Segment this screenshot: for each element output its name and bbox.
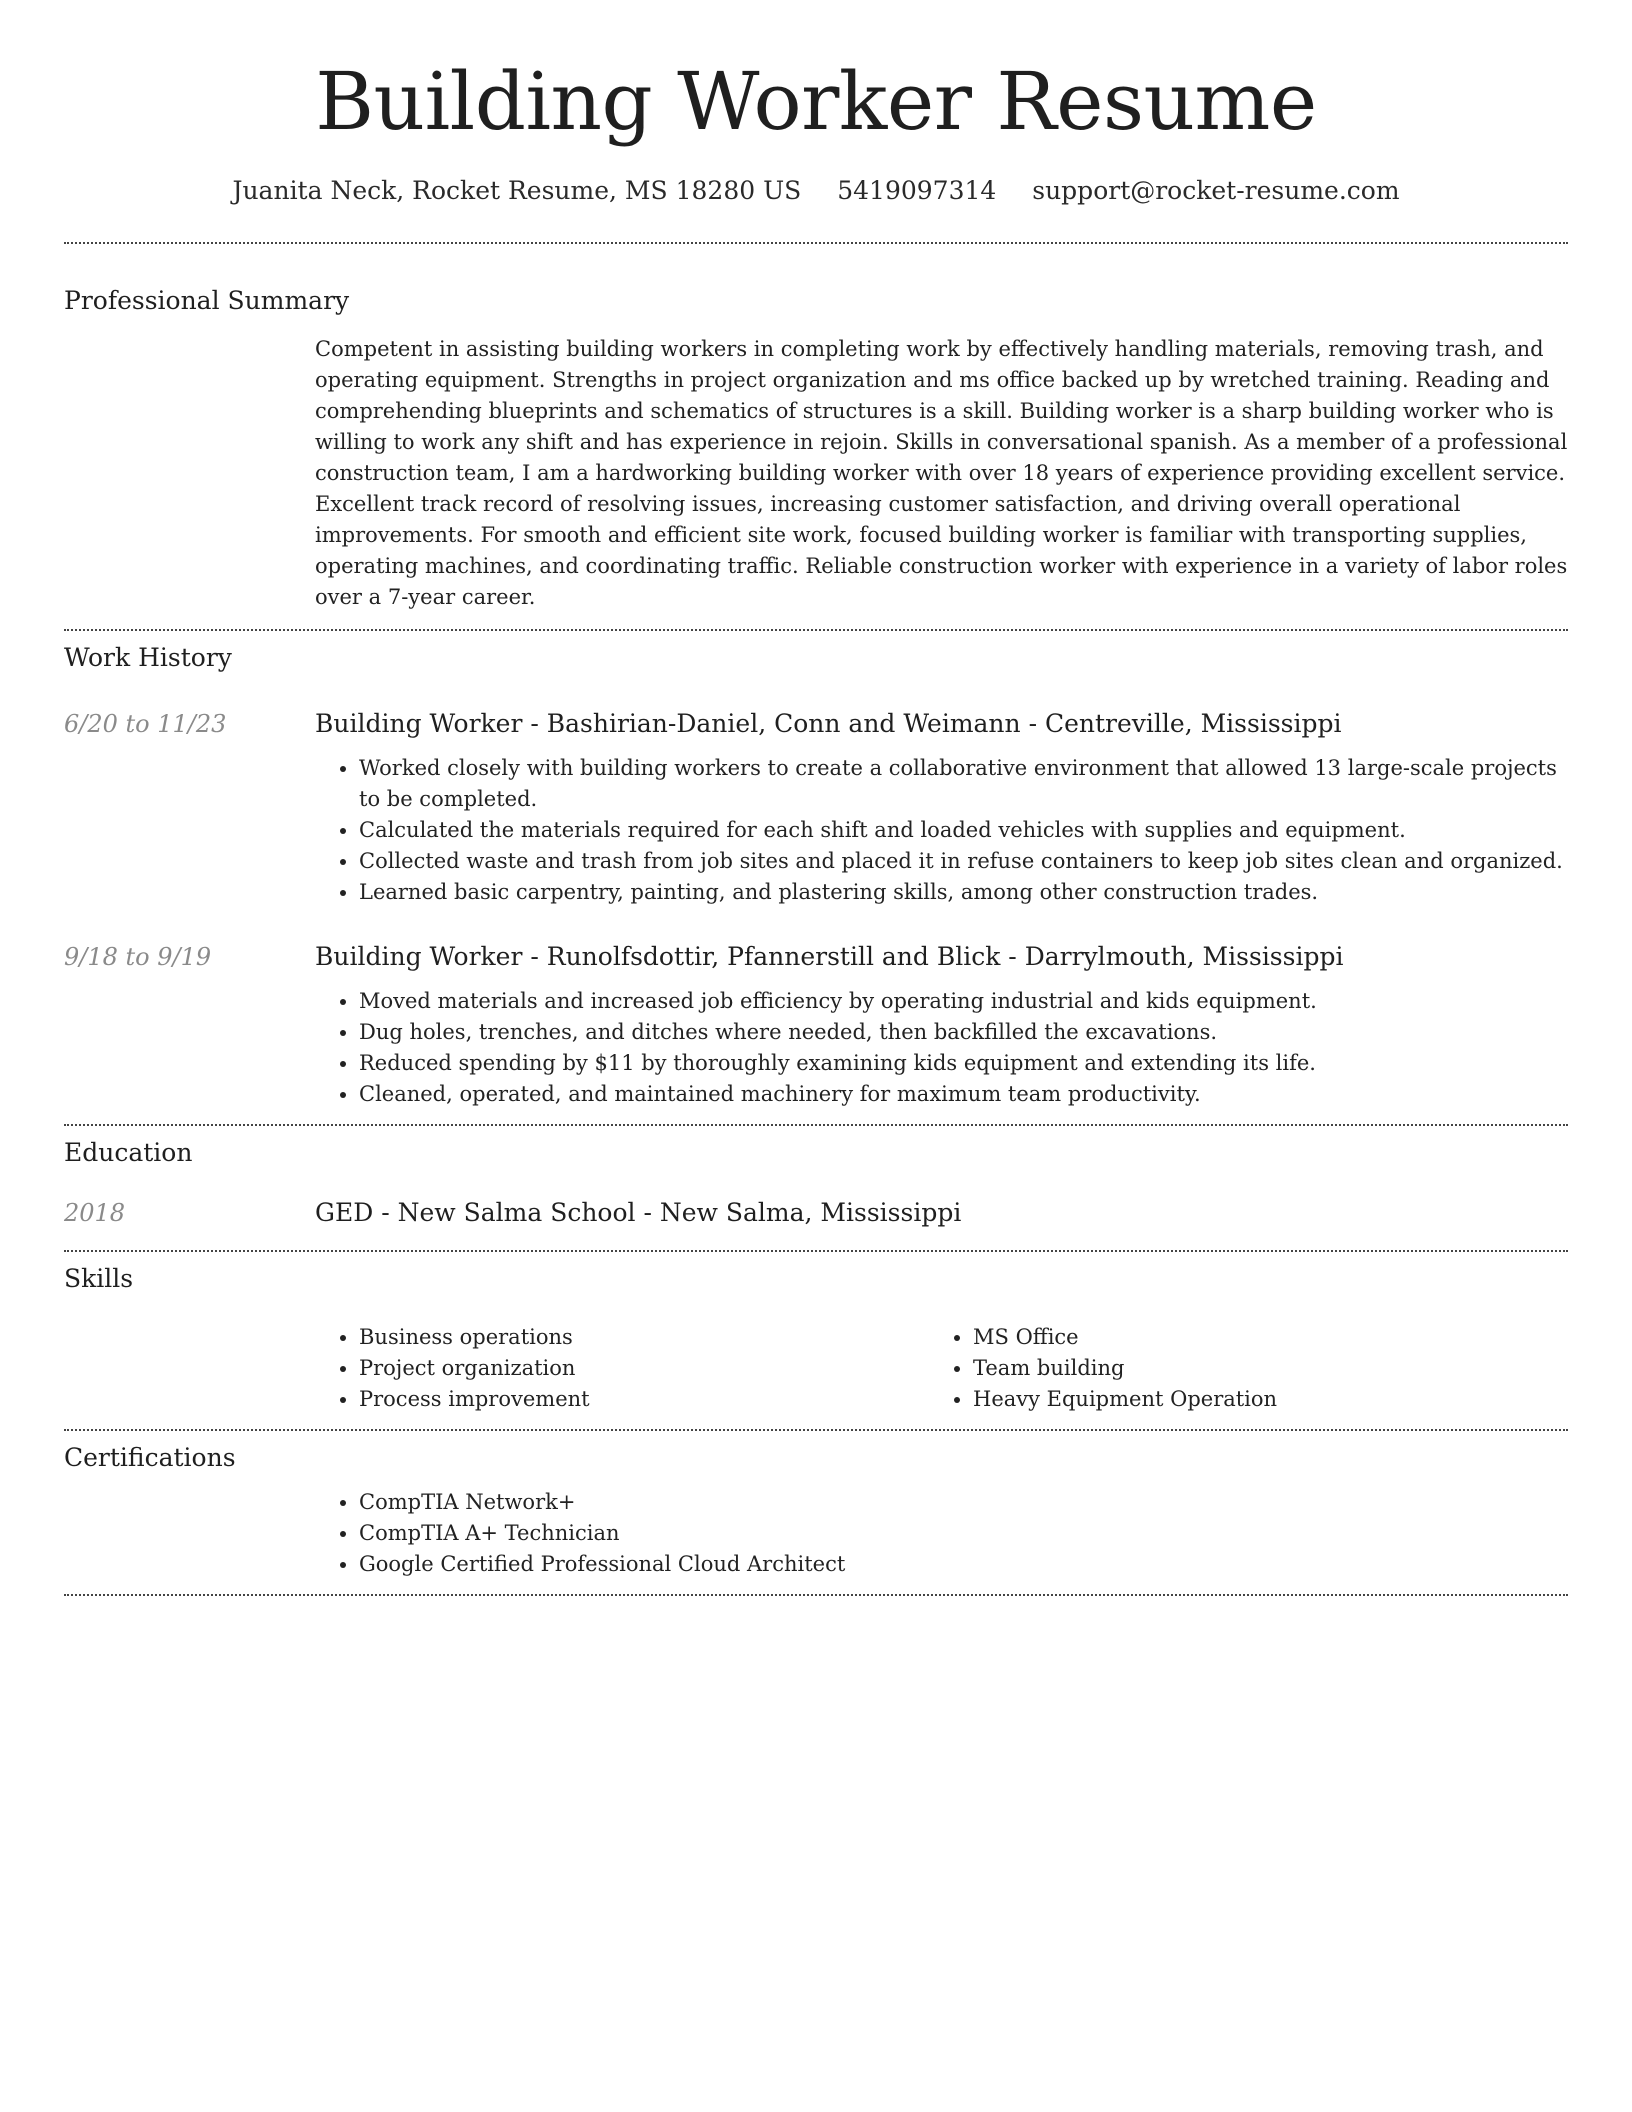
divider	[64, 1594, 1568, 1596]
job-entry	[64, 707, 1568, 908]
list-item: • Collected waste and trash from job sites and placed it in refuse containers to keep job sites clean and organized.	[359, 846, 1568, 877]
list-item: • Team building	[973, 1353, 1533, 1384]
certifications-heading: Certifications	[64, 1443, 236, 1472]
list-item: • Learned basic carpentry, painting, and plastering skills, among other construction trades.	[359, 877, 1568, 908]
list-item: • Google Certified Professional Cloud Architect	[359, 1549, 1568, 1580]
work-history-section	[64, 631, 1568, 1110]
job-bullets	[315, 986, 1568, 1110]
education-section	[64, 1126, 1568, 1230]
list-item: • CompTIA A+ Technician	[359, 1518, 1568, 1549]
job-title: Building Worker - Runolfsdottir, Pfannerstill and Blick - Darrylmouth, Mississippi	[315, 942, 1344, 971]
list-item: • Reduced spending by $11 by thoroughly examining kids equipment and extending its life.	[359, 1048, 1568, 1079]
list-item: • Heavy Equipment Operation	[973, 1384, 1533, 1415]
skills-list-right	[929, 1322, 1533, 1415]
list-item: • CompTIA Network+	[359, 1487, 1568, 1518]
contact-address: Juanita Neck, Rocket Resume, MS 18280 US	[232, 176, 802, 205]
resume-page	[64, 0, 1568, 1596]
job-title: Building Worker - Bashirian-Daniel, Conn and Weimann - Centreville, Mississippi	[315, 709, 1342, 738]
divider	[64, 242, 1568, 244]
summary-text: Competent in assisting building workers in completing work by effectively handling materials, removing trash, and operating equipment. Strengths in project organization and ms office backed up by wretched training. Reading and comprehending blueprints and schematics of structures is a skill. Building worker is a sharp building worker who is willing to work any shift and has experience in rejoin. Skills in conversational spanish. As a member of a professional construction team, I am a hardworking building worker with over 18 years of experience providing excellent service. Excellent track record of resolving issues, increasing customer satisfaction, and driving overall operational improvements. For smooth and efficient site work, focused building worker is familiar with transporting supplies, operating machines, and coordinating traffic. Reliable construction worker with experience in a variety of labor roles over a 7-year career.	[315, 337, 1568, 609]
skills-columns	[315, 1322, 1568, 1415]
work-history-heading: Work History	[64, 643, 232, 672]
list-item: • Process improvement	[359, 1384, 929, 1415]
list-item: • Calculated the materials required for each shift and loaded vehicles with supplies and equipment.	[359, 815, 1568, 846]
certifications-section	[64, 1431, 1568, 1580]
list-item: • MS Office	[973, 1322, 1533, 1353]
list-item: • Dug holes, trenches, and ditches where needed, then backfilled the excavations.	[359, 1017, 1568, 1048]
certifications-list	[315, 1487, 1568, 1580]
list-item: • Worked closely with building workers to create a collaborative environment that allowed 13 large-scale projects to be completed.	[359, 753, 1568, 815]
contact-email: support@rocket-resume.com	[1032, 176, 1400, 205]
list-item: • Business operations	[359, 1322, 929, 1353]
contact-phone: 5419097314	[837, 176, 997, 205]
list-item: • Moved materials and increased job efficiency by operating industrial and kids equipment.	[359, 986, 1568, 1017]
education-entry: GED - New Salma School - New Salma, Mississippi	[315, 1198, 962, 1227]
skills-list-left	[315, 1322, 929, 1415]
summary-heading: Professional Summary	[64, 286, 350, 315]
education-year: 2018	[64, 1199, 126, 1227]
skills-section	[64, 1252, 1568, 1415]
list-item: • Cleaned, operated, and maintained machinery for maximum team productivity.	[359, 1079, 1568, 1110]
job-dates: 9/18 to 9/19	[64, 943, 212, 971]
resume-title: Building Worker Resume	[315, 55, 1317, 148]
job-dates: 6/20 to 11/23	[64, 710, 227, 738]
job-entry	[64, 940, 1568, 1110]
education-heading: Education	[64, 1138, 193, 1167]
job-bullets	[315, 753, 1568, 908]
skills-heading: Skills	[64, 1264, 134, 1293]
list-item: • Project organization	[359, 1353, 929, 1384]
contact-line	[64, 174, 1568, 208]
